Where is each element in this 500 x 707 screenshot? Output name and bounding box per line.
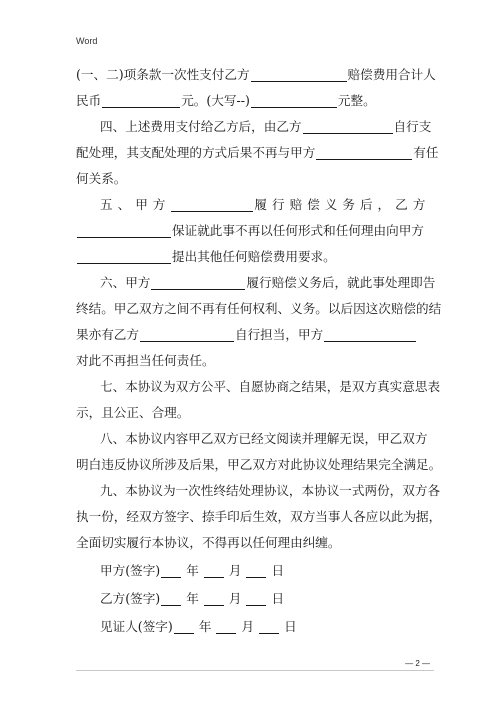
fill-blank [171,198,253,212]
signature-line-party-b [100,589,426,609]
day-label: 日 [284,619,297,634]
text-segment: 明白违反协议所涉及后果，甲乙双方对此协议处理结果完全满足。 [76,457,442,472]
text-line [76,221,426,241]
text-line [100,429,426,449]
text-segment: 对此不再担当任何责任。 [76,353,215,368]
text-segment: 履行赔偿义务后，就此事处理即告 [246,275,436,290]
text-segment: 全面切实履行本协议，不得再以任何理由纠缠。 [76,535,341,550]
text-segment: 民币 [76,93,102,108]
text-line [76,299,442,319]
text-line [100,273,436,293]
text-segment: 履行赔偿义务后，乙方 [254,197,431,212]
text-segment: 元。(大写--) [181,93,250,108]
text-segment: 五、甲方 [100,197,171,212]
fill-blank [316,146,412,160]
fill-blank [204,564,224,578]
footer-divider [76,670,434,671]
text-segment: 终结。甲乙双方之间不再有任何权利、义务。以后因这次赔偿的结 [76,301,442,316]
text-segment: 配处理，其支配处理的方式后果不再与甲方 [76,145,316,160]
text-line [76,507,442,527]
text-segment: 有任 [413,145,439,160]
text-line [76,169,426,189]
text-segment: 示，且公正、合理。 [76,405,190,420]
text-line [100,195,431,215]
fill-blank [174,620,194,634]
text-segment: 赔偿费用合计人 [347,67,436,82]
fill-blank [102,94,180,108]
fill-blank [140,328,234,342]
text-line [76,455,442,475]
fill-blank [251,94,337,108]
fill-blank [77,250,171,264]
month-label: 月 [228,591,242,606]
year-label: 年 [186,591,199,606]
year-label: 年 [198,619,212,634]
text-segment: 六、甲方 [100,275,151,290]
signature-label: 见证人(签字) [100,619,173,634]
text-segment: 自行担当，甲方 [234,327,324,342]
signature-label: 甲方(签字) [100,563,161,578]
fill-blank [161,564,181,578]
text-line [100,377,441,397]
text-line [76,351,426,371]
text-segment: 提出其他任何赔偿费用要求。 [172,249,336,264]
signature-line-party-a [100,561,426,581]
text-line [76,533,426,553]
fill-blank [77,224,171,238]
text-line [76,91,426,111]
text-segment: 四、上述费用支付给乙方后，由乙方 [100,119,302,134]
text-segment: 元整。 [337,93,376,108]
text-segment: 八、本协议内容甲乙双方已经文阅读并理解无误，甲乙双方 [100,431,428,446]
text-segment: 保证就此事不再以任何形式和任何理由向甲方 [172,223,424,238]
fill-blank [204,592,224,606]
signature-line-witness [100,617,426,637]
text-line [100,481,441,501]
fill-blank [246,564,266,578]
text-segment: 七、本协议为双方公平、自愿协商之结果，是双方真实意思表 [100,379,441,394]
fill-blank [151,276,245,290]
text-line [76,143,439,163]
text-line [76,325,426,345]
month-label: 月 [228,563,242,578]
day-label: 日 [271,591,285,606]
fill-blank [259,620,279,634]
text-segment: 自行支 [393,119,432,134]
text-segment: (一、二)项条款一次性支付乙方 [76,67,250,82]
signature-label: 乙方(签字) [100,591,161,606]
text-line [100,117,432,137]
text-segment: 九、本协议为一次性终结处理协议，本协议一式两份，双方各 [100,483,441,498]
text-segment: 执一份，经双方签字、捺手印后生效，双方当事人各应以此为据， [76,509,442,524]
app-label: Word [76,36,98,46]
text-line [76,65,436,85]
fill-blank [246,592,266,606]
fill-blank [251,68,347,82]
page-number: — 2 — [405,659,430,668]
month-label: 月 [241,619,255,634]
fill-blank [161,592,181,606]
text-segment: 果亦有乙方 [76,327,139,342]
fill-blank [303,120,393,134]
day-label: 日 [271,563,285,578]
fill-blank [324,328,416,342]
text-line [76,403,426,423]
text-line [76,247,426,267]
text-segment: 何关系。 [76,171,127,186]
fill-blank [216,620,236,634]
year-label: 年 [186,563,199,578]
